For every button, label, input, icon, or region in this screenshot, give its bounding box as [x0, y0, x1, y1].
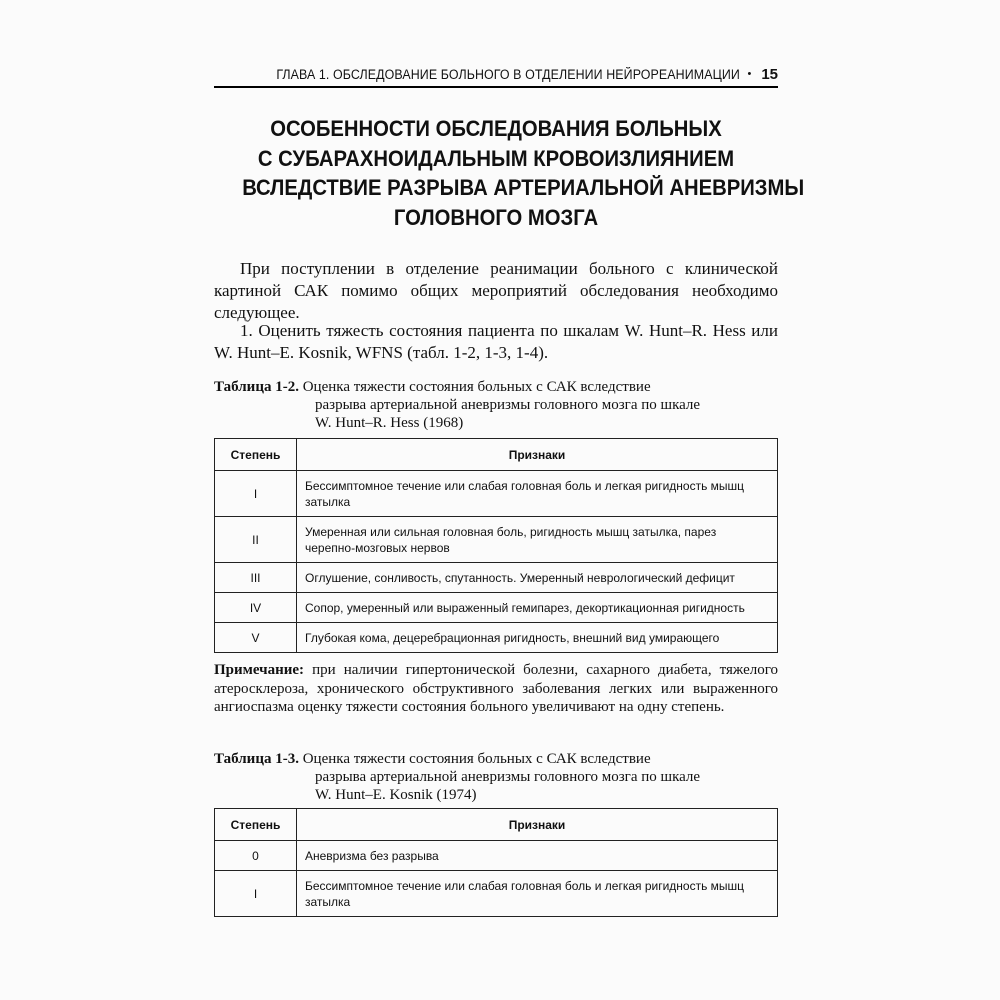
step-paragraph — [214, 320, 778, 364]
table-row — [215, 471, 778, 517]
signs-cell: Оглушение, сонливость, спутанность. Умеренный неврологический дефицит — [297, 563, 778, 593]
grade-cell: III — [215, 563, 297, 593]
caption-text: разрыва артериальной аневризмы головного мозга по шкале — [315, 397, 701, 413]
intro-paragraph — [214, 258, 778, 324]
grade-cell: II — [215, 517, 297, 563]
table-row — [215, 563, 778, 593]
table-caption — [214, 750, 778, 804]
chapter-title: ГЛАВА 1. ОБСЛЕДОВАНИЕ БОЛЬНОГО В ОТДЕЛЕНИИ НЕЙРОРЕАНИМАЦИИ — [275, 66, 740, 82]
table-label: Таблица 1-3. — [214, 751, 299, 767]
note-text: при наличии гипертонической болезни, сахарного диабета, тяжелого атеросклероза, хронического обструктивного заболевания легких или выраженного ангиоспазма оценку тяжести состояния больного увеличивают на одну степень. — [214, 662, 778, 715]
caption-text: Оценка тяжести состояния больных с САК вследствие — [302, 751, 651, 767]
grade-cell: I — [215, 471, 297, 517]
title-line: ВСЛЕДСТВИЕ РАЗРЫВА АРТЕРИАЛЬНОЙ АНЕВРИЗМЫ — [242, 175, 805, 200]
grade-cell: 0 — [215, 841, 297, 871]
table-note — [214, 661, 778, 717]
running-header — [214, 62, 778, 88]
signs-cell: Бессимптомное течение или слабая головная боль и легкая ригидность мышц затылка — [297, 871, 778, 917]
column-header-signs: Признаки — [297, 439, 778, 471]
caption-text: Оценка тяжести состояния больных с САК вследствие — [302, 379, 651, 395]
signs-cell: Бессимптомное течение или слабая головная боль и легкая ригидность мышц затылка — [297, 471, 778, 517]
title-line: С СУБАРАХНОИДАЛЬНЫМ КРОВОИЗЛИЯНИЕМ — [257, 145, 735, 171]
signs-cell: Умеренная или сильная головная боль, ригидность мышц затылка, парез черепно-мозговых нервов — [297, 517, 778, 563]
note-label: Примечание: — [214, 662, 305, 678]
signs-cell: Глубокая кома, децеребрационная ригидность, внешний вид умирающего — [297, 623, 778, 653]
hunt-kosnik-table — [214, 808, 778, 917]
signs-cell: Сопор, умеренный или выраженный гемипарез, декортикационная ригидность — [297, 593, 778, 623]
column-header-grade: Степень — [215, 439, 297, 471]
column-header-signs: Признаки — [297, 809, 778, 841]
table-row — [215, 517, 778, 563]
header-separator: • — [747, 68, 752, 80]
caption-text: W. Hunt–E. Kosnik (1974) — [315, 787, 477, 803]
title-line: ОСОБЕННОСТИ ОБСЛЕДОВАНИЯ БОЛЬНЫХ — [270, 116, 722, 141]
table-caption — [214, 378, 778, 432]
title-line: ГОЛОВНОГО МОЗГА — [393, 204, 599, 230]
hunt-hess-table — [214, 438, 778, 653]
column-header-grade: Степень — [215, 809, 297, 841]
table-row — [215, 623, 778, 653]
table-row — [215, 593, 778, 623]
grade-cell: V — [215, 623, 297, 653]
paragraph-text: 1. Оценить тяжесть состояния пациента по шкалам W. Hunt–R. Hess или W. Hunt–E. Kosnik, WFNS (табл. 1-2, 1-3, 1-4). — [214, 321, 778, 362]
table-header-row — [215, 439, 778, 471]
grade-cell: IV — [215, 593, 297, 623]
table-row — [215, 871, 778, 917]
table-label: Таблица 1-2. — [214, 379, 299, 395]
table-row — [215, 841, 778, 871]
caption-text: разрыва артериальной аневризмы головного мозга по шкале — [315, 769, 701, 785]
caption-text: W. Hunt–R. Hess (1968) — [315, 415, 464, 431]
grade-cell: I — [215, 871, 297, 917]
paragraph-text: При поступлении в отделение реанимации больного с клинической картиной САК помимо общих мероприятий обследования необходимо следующее. — [214, 259, 778, 322]
page-number: 15 — [761, 65, 778, 83]
section-title — [214, 114, 805, 232]
table-header-row — [215, 809, 778, 841]
signs-cell: Аневризма без разрыва — [297, 841, 778, 871]
